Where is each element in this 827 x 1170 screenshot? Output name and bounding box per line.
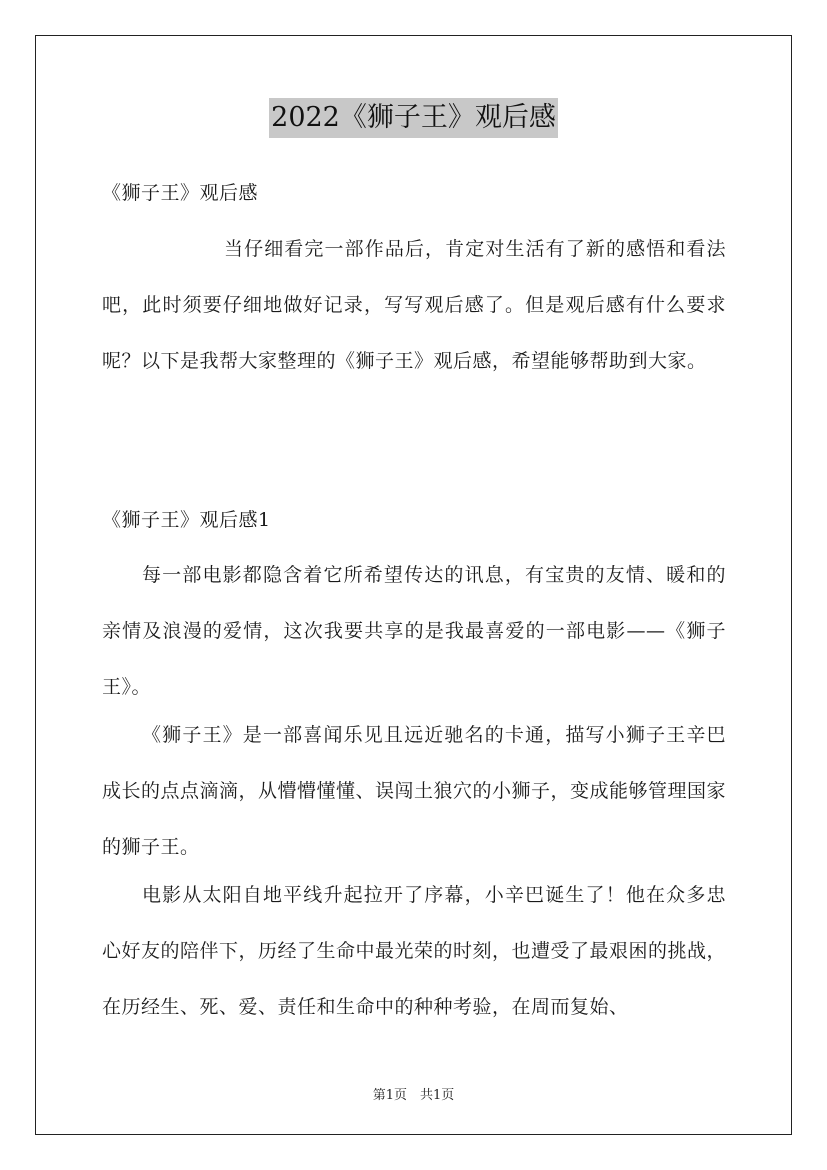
section-heading: 《狮子王》观后感1: [102, 509, 271, 531]
subtitle: 《狮子王》观后感: [102, 182, 259, 204]
paragraph-3: 电影从太阳自地平线升起拉开了序幕，小辛巴诞生了！他在众多忠心好友的陪伴下，历经了生命中最光荣的时刻，也遭受了最艰困的挑战，在历经生、死、爱、责任和生命中的种种考验，在周而复始、: [102, 884, 727, 1018]
paragraph-1: 每一部电影都隐含着它所希望传达的讯息，有宝贵的友情、暖和的亲情及浪漫的爱情，这次我要共享的是我最喜爱的一部电影——《狮子王》。: [102, 564, 726, 698]
paragraph-2: 《狮子王》是一部喜闻乐见且远近驰名的卡通，描写小狮子王辛巴成长的点点滴滴，从懵懵懂懂、误闯土狼穴的小狮子，变成能够管理国家的狮子王。: [102, 724, 727, 858]
title-container: [0, 98, 827, 138]
page-footer: 第1页 共1页: [372, 1088, 455, 1103]
page-title: 2022《狮子王》观后感: [269, 98, 558, 138]
intro-paragraph: 当仔细看完一部作品后，肯定对生活有了新的感悟和看法吧，此时须要仔细地做好记录，写写观后感了。但是观后感有什么要求呢？以下是我帮大家整理的《狮子王》观后感，希望能够帮助到大家。: [102, 238, 726, 372]
